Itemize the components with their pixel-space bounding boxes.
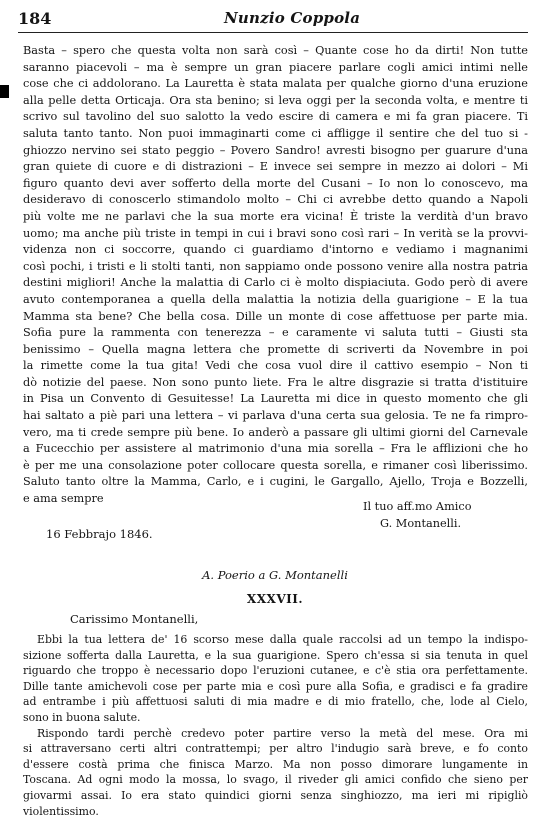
letter-body xyxy=(23,43,528,508)
text-line: desideravo di conoscerlo stimandolo molto – Chi ci avrebbe detto quando a Napoli xyxy=(23,193,528,207)
text-line: è per me una consolazione poter collocare questa sorella, e rimaner così liberissimo. xyxy=(23,458,528,472)
text-line: più volte me ne parlavi che la sua morte era vicina! È triste la verdità d'un bravo xyxy=(23,209,528,223)
text-line: Rispondo tardi perchè credevo poter partire verso la metà del mese. Ora mi xyxy=(37,726,528,740)
text-line: si attraversano certi altri contrattempi; per altro l'indugio sarà breve, e fo conto xyxy=(23,742,528,756)
text-line: sono in buona salute. xyxy=(23,710,141,724)
text-line: così pochi, i tristi e li stolti tanti, non sappiamo onde possono venire alla nostra patria xyxy=(23,259,528,273)
text-line: ghiozzo nervino sei stato peggio – Povero Sandro! avresti bisogno per guarure d'una xyxy=(23,143,528,157)
text-line: a Fucecchio per assistere al matrimonio d'una mia sorella – Fra le afflizioni che ho xyxy=(23,442,528,456)
text-line: d'essere costà prima che finisca Marzo. Ma non posso dimorare lungamente in xyxy=(23,757,528,771)
text-line: Ebbi la tua lettera de' 16 scorso mese dalla quale raccolsi ad un tempo la indispo- xyxy=(37,633,528,646)
text-line: dò notizie del paese. Non sono punto liete. Fra le altre disgrazie si tratta d'istituire xyxy=(23,375,528,389)
page-header xyxy=(18,9,520,31)
letter-greeting: Carissimo Montanelli, xyxy=(70,612,199,626)
text-line: uomo; ma anche più triste in tempi in cui i bravi sono così rari – In verità se la provvi- xyxy=(23,226,528,240)
text-line: saranno piacevoli – ma è sempre un gran piacere parlare cogli amici intimi nelle xyxy=(23,60,528,74)
header-rule xyxy=(18,32,528,33)
letter-body xyxy=(23,632,528,819)
text-line: saluta tanto tanto. Non puoi immaginarti come ci affligge il sentire che del tuo si - xyxy=(23,126,528,140)
text-line: Saluto tanto oltre la Mamma, Carlo, e i cugini, le Gargallo, Ajello, Troja e Bozzelli, xyxy=(23,475,528,489)
text-line: Dille tante amichevoli cose per parte mia e così pure alla Sofia, e gradisci e fa gradire xyxy=(23,679,528,693)
text-line: destini migliori! Anche la malattia di Carlo ci è molto dispiaciuta. Godo però di avere xyxy=(23,276,528,290)
text-line: e ama sempre xyxy=(23,492,104,506)
text-line: riguardo che troppo è necessario dopo l'eruzioni cutanee, e c'è stia ora perfettamente. xyxy=(23,664,528,678)
letter-closing xyxy=(363,498,472,532)
text-line: benissimo – Quella magna lettera che promette di scriverti da Novembre in poi xyxy=(23,342,528,356)
text-line: avuto contemporanea a quella della malattia la notizia della guarigione – E la tua xyxy=(23,292,528,306)
text-line: ad entrambe i più affettuosi saluti di mia madre e di mio fratello, che, lode al Cielo, xyxy=(23,695,528,709)
margin-mark xyxy=(0,85,9,98)
text-line: videnza non ci soccorre, quando ci guardiamo d'intorno e vediamo i magnanimi xyxy=(23,243,528,257)
text-line: in Pisa un Convento di Gesuitesse! La Lauretta mi dice in questo momento che gli xyxy=(23,392,528,406)
text-line: violentissimo. xyxy=(23,804,99,818)
text-line: sizione sofferta dalla Lauretta, e la sua guarigione. Spero ch'essa si sia tenuta in quel xyxy=(23,648,528,662)
page-number: 184 xyxy=(18,9,52,28)
text-line: scrivo sul tavolino del suo salotto la vedo escire di camera e mi fa gran piacere. Ti xyxy=(23,110,528,124)
letter-number: XXXVII. xyxy=(246,592,304,606)
text-line: vero, ma ti crede sempre più bene. Io anderò a passare gli ultimi giorni del Carnevale xyxy=(23,425,528,439)
text-line: Toscana. Ad ogni modo la mossa, lo svago, il riveder gli amici confido che sieno per xyxy=(23,773,528,787)
text-line: figuro quanto devi aver sofferto della morte del Cusani – Io non lo conoscevo, ma xyxy=(23,176,528,190)
signature: G. Montanelli. xyxy=(380,517,462,530)
text-line: gran quiete di cuore e di distrazioni – E invece sei sempre in mezzo ai dolori – Mi xyxy=(23,160,528,174)
text-line: giovarmi assai. Io era stato quindici giorni senza singhiozzo, ma ieri mi ripigliò xyxy=(23,788,528,802)
text-line: Basta – spero che questa volta non sarà così – Quante cose ho da dirti! Non tutte xyxy=(23,44,528,57)
text-line: alla pelle detta Orticaja. Ora sta benino; si leva oggi per la seconda volta, e mentre ti xyxy=(23,93,528,107)
letter-heading: A. Poerio a G. Montanelli xyxy=(202,568,348,582)
text-line: Sofia pure la rammenta con tenerezza – e caramente vi saluta tutti – Giusti sta xyxy=(23,326,528,340)
text-line: Mamma sta bene? Che bella cosa. Dille un monte di cose affettuose per parte mia. xyxy=(23,309,528,323)
letter-date: 16 Febbrajo 1846. xyxy=(46,527,153,541)
closing-formula: Il tuo aff.mo Amico xyxy=(363,500,472,513)
text-line: la rimette come la tua gita! Vedi che cosa vuol dire il cattivo esempio – Non ti xyxy=(23,359,528,373)
text-line: cose che ci addolorano. La Lauretta è stata malata per qualche giorno d'una eruzione xyxy=(23,77,528,91)
text-line: hai saltato a piè pari una lettera – vi parlava d'una certa sua gelosia. Te ne fa rimpro- xyxy=(23,409,528,423)
running-title: Nunzio Coppola xyxy=(224,9,361,27)
